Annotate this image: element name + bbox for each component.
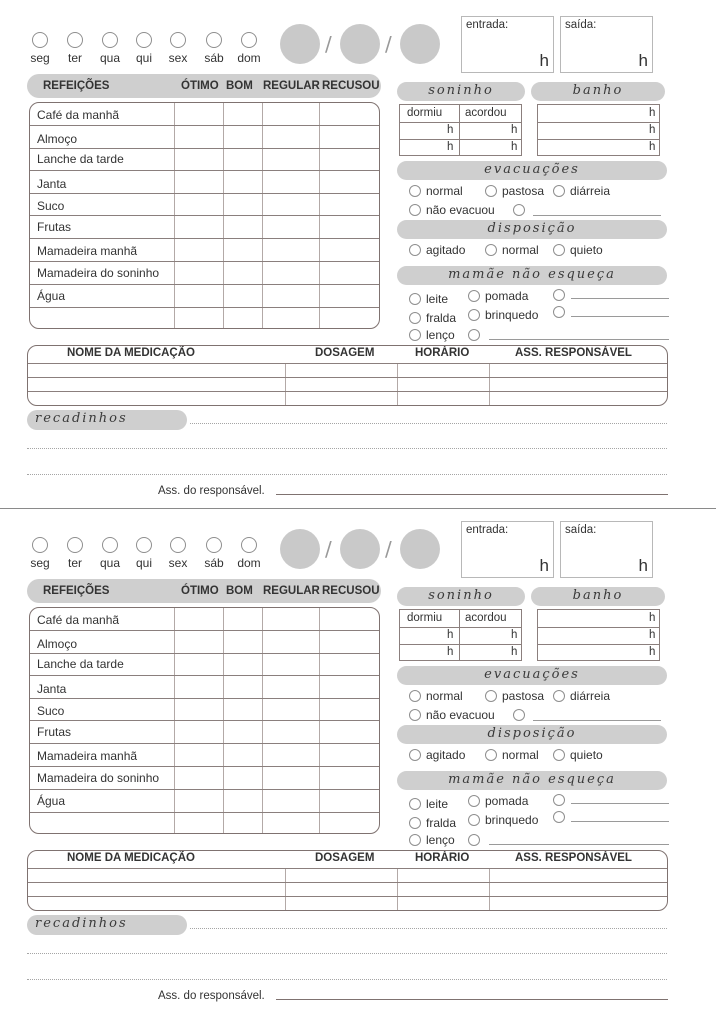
daily-sheet bbox=[0, 0, 716, 505]
write-in-line[interactable] bbox=[571, 316, 669, 317]
radio-circle[interactable] bbox=[468, 795, 480, 807]
option-quieto[interactable]: quieto bbox=[553, 243, 603, 257]
day-checkbox[interactable] bbox=[32, 32, 48, 48]
day-checkbox[interactable] bbox=[170, 32, 186, 48]
radio-circle[interactable] bbox=[409, 185, 421, 197]
soninho-grid[interactable]: dormiu acordou h h h h bbox=[399, 104, 522, 156]
date-separator: / bbox=[385, 32, 392, 56]
meals-header: REFEIÇÕES ÓTIMO BOM REGULAR RECUSOU bbox=[27, 74, 381, 98]
radio-circle[interactable] bbox=[485, 749, 497, 761]
write-in-line[interactable] bbox=[571, 821, 669, 822]
radio-circle[interactable] bbox=[553, 749, 565, 761]
day-checkbox[interactable] bbox=[241, 537, 257, 553]
radio-circle[interactable] bbox=[409, 329, 421, 341]
radio-circle[interactable] bbox=[409, 798, 421, 810]
radio-circle[interactable] bbox=[513, 709, 525, 721]
day-checkbox[interactable] bbox=[136, 32, 152, 48]
meal-row-mamadeira-manha[interactable]: Mamadeira manhã bbox=[30, 239, 379, 262]
radio-circle[interactable] bbox=[409, 834, 421, 846]
write-in-line[interactable] bbox=[489, 339, 669, 340]
day-checkbox[interactable] bbox=[102, 537, 118, 553]
notes-line[interactable] bbox=[27, 448, 667, 449]
radio-circle[interactable] bbox=[468, 309, 480, 321]
option-pastosa[interactable]: pastosa bbox=[485, 184, 544, 198]
radio-circle[interactable] bbox=[468, 814, 480, 826]
mamae-header: mamãe não esqueça bbox=[397, 266, 667, 285]
option-other[interactable] bbox=[553, 810, 570, 824]
radio-circle[interactable] bbox=[409, 709, 421, 721]
radio-circle[interactable] bbox=[409, 293, 421, 305]
date-month-field[interactable] bbox=[340, 24, 380, 64]
write-in-line[interactable] bbox=[533, 720, 661, 721]
date-separator: / bbox=[325, 32, 332, 56]
day-qui[interactable]: qui bbox=[124, 537, 164, 570]
medication-row[interactable] bbox=[28, 868, 667, 869]
write-in-line[interactable] bbox=[533, 215, 661, 216]
day-sex[interactable]: sex bbox=[158, 32, 198, 65]
meal-row-janta[interactable]: Janta bbox=[30, 171, 379, 194]
meal-row-frutas[interactable]: Frutas bbox=[30, 216, 379, 239]
meal-row-agua[interactable]: Água bbox=[30, 285, 379, 308]
day-checkbox[interactable] bbox=[136, 537, 152, 553]
option-lenco[interactable]: lenço bbox=[409, 833, 455, 847]
recadinhos-header: recadinhos bbox=[27, 410, 187, 430]
grid-row bbox=[400, 627, 521, 628]
grid-row bbox=[538, 644, 659, 645]
option-other[interactable] bbox=[553, 288, 570, 302]
day-sab[interactable]: sáb bbox=[194, 32, 234, 65]
option-pomada[interactable]: pomada bbox=[468, 794, 528, 808]
meals-table bbox=[29, 102, 380, 329]
option-nao-evacuou[interactable]: não evacuou bbox=[409, 203, 495, 217]
radio-circle[interactable] bbox=[468, 329, 480, 341]
option-other[interactable] bbox=[513, 708, 530, 722]
option-other[interactable] bbox=[468, 833, 485, 847]
option-fralda[interactable]: fralda bbox=[409, 311, 456, 325]
day-ter[interactable]: ter bbox=[55, 32, 95, 65]
grid-col bbox=[285, 363, 286, 405]
signature-label: Ass. do responsável. bbox=[158, 485, 265, 497]
day-seg[interactable]: seg bbox=[20, 537, 60, 570]
radio-circle[interactable] bbox=[553, 185, 565, 197]
meal-row-frutas[interactable]: Frutas bbox=[30, 721, 379, 744]
option-pastosa[interactable]: pastosa bbox=[485, 689, 544, 703]
radio-circle[interactable] bbox=[553, 289, 565, 301]
radio-circle[interactable] bbox=[553, 244, 565, 256]
option-fralda[interactable]: fralda bbox=[409, 816, 456, 830]
soninho-header: soninho bbox=[397, 587, 525, 606]
notes-line[interactable] bbox=[190, 928, 667, 929]
meal-row-suco[interactable]: Suco bbox=[30, 194, 379, 216]
option-leite[interactable]: leite bbox=[409, 797, 448, 811]
notes-line[interactable] bbox=[27, 979, 667, 980]
day-dom[interactable]: dom bbox=[229, 32, 269, 65]
option-agitado[interactable]: agitado bbox=[409, 748, 465, 762]
option-brinquedo[interactable]: brinquedo bbox=[468, 308, 538, 322]
meal-row-mamadeira-manha[interactable]: Mamadeira manhã bbox=[30, 744, 379, 767]
radio-circle[interactable] bbox=[409, 817, 421, 829]
option-other[interactable] bbox=[513, 203, 530, 217]
date-month-field[interactable] bbox=[340, 529, 380, 569]
date-day-field[interactable] bbox=[280, 529, 320, 569]
sheet-divider bbox=[0, 508, 716, 509]
medication-row[interactable] bbox=[28, 391, 667, 392]
radio-circle[interactable] bbox=[468, 290, 480, 302]
signature-line[interactable] bbox=[276, 999, 668, 1000]
grid-col bbox=[397, 868, 398, 910]
option-other[interactable] bbox=[553, 793, 570, 807]
disposicao-header: disposição bbox=[397, 725, 667, 744]
meal-row-lanche[interactable]: Lanche da tarde bbox=[30, 654, 379, 676]
meals-header: REFEIÇÕES ÓTIMO BOM REGULAR RECUSOU bbox=[27, 579, 381, 603]
radio-circle[interactable] bbox=[468, 834, 480, 846]
option-normal[interactable]: normal bbox=[485, 243, 539, 257]
entrada-box[interactable]: entrada: h bbox=[461, 16, 554, 73]
option-agitado[interactable]: agitado bbox=[409, 243, 465, 257]
radio-circle[interactable] bbox=[553, 306, 565, 318]
grid-row bbox=[538, 627, 659, 628]
option-lenco[interactable]: lenço bbox=[409, 328, 455, 342]
banho-header: banho bbox=[531, 82, 665, 101]
saida-box[interactable]: saída: h bbox=[560, 521, 653, 578]
day-qui[interactable]: qui bbox=[124, 32, 164, 65]
radio-circle[interactable] bbox=[409, 312, 421, 324]
day-checkbox[interactable] bbox=[241, 32, 257, 48]
disposicao-header: disposição bbox=[397, 220, 667, 239]
grid-col bbox=[459, 610, 460, 660]
banho-grid[interactable]: h h h bbox=[537, 104, 660, 156]
option-leite[interactable]: leite bbox=[409, 292, 448, 306]
option-diarreia[interactable]: diárreia bbox=[553, 689, 610, 703]
option-normal[interactable]: normal bbox=[409, 689, 463, 703]
saida-box[interactable]: saída: h bbox=[560, 16, 653, 73]
day-checkbox[interactable] bbox=[67, 537, 83, 553]
radio-circle[interactable] bbox=[409, 749, 421, 761]
banho-header: banho bbox=[531, 587, 665, 606]
radio-circle[interactable] bbox=[553, 690, 565, 702]
notes-line[interactable] bbox=[27, 474, 667, 475]
meals-table bbox=[29, 607, 380, 834]
radio-circle[interactable] bbox=[409, 690, 421, 702]
date-year-field[interactable] bbox=[400, 529, 440, 569]
radio-circle[interactable] bbox=[553, 811, 565, 823]
day-seg[interactable]: seg bbox=[20, 32, 60, 65]
daily-sheet bbox=[0, 505, 716, 1010]
meal-row-janta[interactable]: Janta bbox=[30, 676, 379, 699]
evacuacoes-header: evacuações bbox=[397, 666, 667, 685]
signature-line[interactable] bbox=[276, 494, 668, 495]
write-in-line[interactable] bbox=[571, 298, 669, 299]
mamae-header: mamãe não esqueça bbox=[397, 771, 667, 790]
notes-line[interactable] bbox=[27, 953, 667, 954]
date-separator: / bbox=[385, 537, 392, 561]
option-pomada[interactable]: pomada bbox=[468, 289, 528, 303]
medication-row[interactable] bbox=[28, 896, 667, 897]
evacuacoes-header: evacuações bbox=[397, 161, 667, 180]
grid-col bbox=[489, 363, 490, 405]
meal-row-cafe[interactable]: Café da manhã bbox=[30, 103, 379, 126]
meal-row-mamadeira-soninho[interactable]: Mamadeira do soninho bbox=[30, 767, 379, 790]
day-qua[interactable]: qua bbox=[90, 32, 130, 65]
day-sab[interactable]: sáb bbox=[194, 537, 234, 570]
meal-row-suco[interactable]: Suco bbox=[30, 699, 379, 721]
meal-row-cafe[interactable]: Café da manhã bbox=[30, 608, 379, 631]
grid-row bbox=[538, 122, 659, 123]
notes-line[interactable] bbox=[190, 423, 667, 424]
date-year-field[interactable] bbox=[400, 24, 440, 64]
meal-row-lanche[interactable]: Lanche da tarde bbox=[30, 149, 379, 171]
soninho-grid[interactable]: dormiu acordou h h h h bbox=[399, 609, 522, 661]
radio-circle[interactable] bbox=[485, 244, 497, 256]
day-checkbox[interactable] bbox=[206, 537, 222, 553]
grid-row bbox=[538, 139, 659, 140]
option-quieto[interactable]: quieto bbox=[553, 748, 603, 762]
signature-label: Ass. do responsável. bbox=[158, 990, 265, 1002]
option-other[interactable] bbox=[553, 305, 570, 319]
date-day-field[interactable] bbox=[280, 24, 320, 64]
radio-circle[interactable] bbox=[553, 794, 565, 806]
grid-row bbox=[400, 644, 521, 645]
meal-row-mamadeira-soninho[interactable]: Mamadeira do soninho bbox=[30, 262, 379, 285]
grid-col bbox=[459, 105, 460, 155]
radio-circle[interactable] bbox=[485, 185, 497, 197]
option-normal[interactable]: normal bbox=[485, 748, 539, 762]
radio-circle[interactable] bbox=[409, 244, 421, 256]
day-dom[interactable]: dom bbox=[229, 537, 269, 570]
meal-row-agua[interactable]: Água bbox=[30, 790, 379, 813]
soninho-header: soninho bbox=[397, 82, 525, 101]
day-ter[interactable]: ter bbox=[55, 537, 95, 570]
grid-row bbox=[400, 139, 521, 140]
grid-col bbox=[285, 868, 286, 910]
write-in-line[interactable] bbox=[489, 844, 669, 845]
day-qua[interactable]: qua bbox=[90, 537, 130, 570]
recadinhos-header: recadinhos bbox=[27, 915, 187, 935]
medication-row[interactable] bbox=[28, 882, 667, 883]
meal-row-almoco[interactable]: Almoço bbox=[30, 631, 379, 654]
option-normal[interactable]: normal bbox=[409, 184, 463, 198]
day-checkbox[interactable] bbox=[206, 32, 222, 48]
option-brinquedo[interactable]: brinquedo bbox=[468, 813, 538, 827]
medication-table: NOME DA MEDICAÇÃO DOSAGEM HORÁRIO ASS. RESPONSÁVEL bbox=[27, 850, 668, 911]
option-nao-evacuou[interactable]: não evacuou bbox=[409, 708, 495, 722]
grid-col bbox=[489, 868, 490, 910]
medication-table: NOME DA MEDICAÇÃO DOSAGEM HORÁRIO ASS. RESPONSÁVEL bbox=[27, 345, 668, 406]
option-other[interactable] bbox=[468, 328, 485, 342]
meal-row-almoco[interactable]: Almoço bbox=[30, 126, 379, 149]
option-diarreia[interactable]: diárreia bbox=[553, 184, 610, 198]
day-sex[interactable]: sex bbox=[158, 537, 198, 570]
day-checkbox[interactable] bbox=[32, 537, 48, 553]
day-checkbox[interactable] bbox=[170, 537, 186, 553]
day-checkbox[interactable] bbox=[102, 32, 118, 48]
medication-row[interactable] bbox=[28, 377, 667, 378]
day-checkbox[interactable] bbox=[67, 32, 83, 48]
banho-grid[interactable]: h h h bbox=[537, 609, 660, 661]
radio-circle[interactable] bbox=[513, 204, 525, 216]
medication-row[interactable] bbox=[28, 363, 667, 364]
radio-circle[interactable] bbox=[485, 690, 497, 702]
grid-row bbox=[400, 122, 521, 123]
radio-circle[interactable] bbox=[409, 204, 421, 216]
write-in-line[interactable] bbox=[571, 803, 669, 804]
entrada-box[interactable]: entrada: h bbox=[461, 521, 554, 578]
grid-col bbox=[397, 363, 398, 405]
date-separator: / bbox=[325, 537, 332, 561]
